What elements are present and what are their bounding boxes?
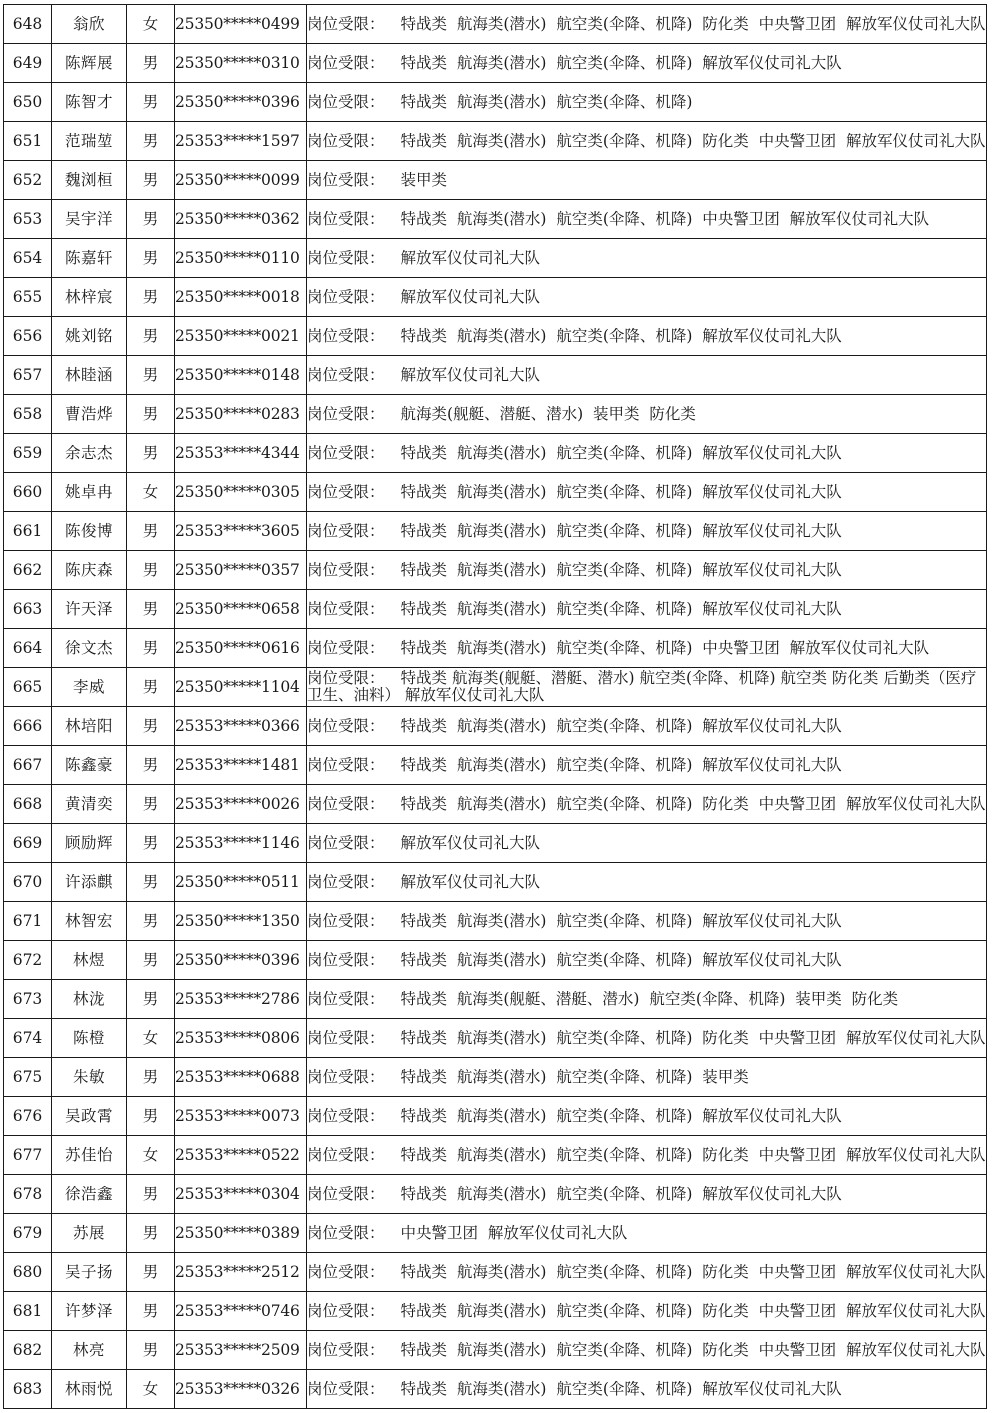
restriction-text: 特战类 航海类(潜水) 航空类(伞降、机降) 解放军仪仗司礼大队 — [400, 561, 842, 579]
restriction-note — [307, 200, 987, 239]
restriction-label: 岗位受限： — [307, 795, 385, 813]
restriction-label: 岗位受限： — [307, 639, 385, 657]
row-number: 665 — [4, 668, 52, 707]
gender: 男 — [127, 356, 175, 395]
table-row — [4, 824, 987, 863]
row-number: 650 — [4, 83, 52, 122]
person-name: 徐文杰 — [52, 629, 127, 668]
restriction-label: 岗位受限： — [307, 366, 385, 384]
table-row — [4, 395, 987, 434]
gender: 男 — [127, 83, 175, 122]
table-row — [4, 356, 987, 395]
gender: 男 — [127, 980, 175, 1019]
restriction-label: 岗位受限： — [307, 1302, 385, 1320]
gender: 女 — [127, 1019, 175, 1058]
gender: 男 — [127, 941, 175, 980]
restriction-note — [307, 395, 987, 434]
row-number: 674 — [4, 1019, 52, 1058]
person-name: 陈庆森 — [52, 551, 127, 590]
table-row — [4, 590, 987, 629]
restriction-label: 岗位受限： — [307, 1146, 385, 1164]
person-name: 林梓宸 — [52, 278, 127, 317]
gender: 男 — [127, 590, 175, 629]
restriction-note — [307, 1331, 987, 1370]
restriction-note — [307, 1019, 987, 1058]
person-name: 吴宇洋 — [52, 200, 127, 239]
table-row — [4, 278, 987, 317]
restriction-text: 特战类 航海类(潜水) 航空类(伞降、机降) 防化类 中央警卫团 解放军仪仗司礼大队 — [400, 1263, 986, 1281]
table-row — [4, 746, 987, 785]
person-name: 林亮 — [52, 1331, 127, 1370]
restriction-note — [307, 1292, 987, 1331]
gender: 男 — [127, 551, 175, 590]
restriction-label: 岗位受限： — [307, 834, 385, 852]
restriction-label: 岗位受限： — [307, 93, 385, 111]
id-number: 25353*****0366 — [175, 707, 307, 746]
row-number: 683 — [4, 1370, 52, 1409]
person-name: 许天泽 — [52, 590, 127, 629]
person-name: 陈智才 — [52, 83, 127, 122]
gender: 男 — [127, 1058, 175, 1097]
id-number: 25350*****0511 — [175, 863, 307, 902]
table-row — [4, 629, 987, 668]
table-row — [4, 902, 987, 941]
restriction-note — [307, 44, 987, 83]
table-row — [4, 434, 987, 473]
gender: 男 — [127, 746, 175, 785]
restriction-note — [307, 551, 987, 590]
person-name: 陈橙 — [52, 1019, 127, 1058]
table-row — [4, 122, 987, 161]
person-name: 林煜 — [52, 941, 127, 980]
restriction-label: 岗位受限： — [307, 1263, 385, 1281]
id-number: 25350*****0110 — [175, 239, 307, 278]
table-row — [4, 161, 987, 200]
id-number: 25350*****0362 — [175, 200, 307, 239]
id-number: 25350*****0018 — [175, 278, 307, 317]
restriction-label: 岗位受限： — [307, 171, 385, 189]
person-name: 余志杰 — [52, 434, 127, 473]
table-row — [4, 200, 987, 239]
gender: 男 — [127, 1175, 175, 1214]
table-row — [4, 1253, 987, 1292]
restriction-note — [307, 239, 987, 278]
restriction-note — [307, 1253, 987, 1292]
restriction-text: 特战类 航海类(潜水) 航空类(伞降、机降) 中央警卫团 解放军仪仗司礼大队 — [400, 210, 930, 228]
restriction-note — [307, 161, 987, 200]
row-number: 681 — [4, 1292, 52, 1331]
row-number: 657 — [4, 356, 52, 395]
restriction-label: 岗位受限： — [307, 912, 385, 930]
person-name: 朱敏 — [52, 1058, 127, 1097]
table-row — [4, 5, 987, 44]
id-number: 25353*****2786 — [175, 980, 307, 1019]
id-number: 25353*****3605 — [175, 512, 307, 551]
table-row — [4, 317, 987, 356]
table-row — [4, 707, 987, 746]
row-number: 652 — [4, 161, 52, 200]
restriction-text: 解放军仪仗司礼大队 — [400, 249, 541, 267]
restriction-text: 特战类 航海类(潜水) 航空类(伞降、机降) 解放军仪仗司礼大队 — [400, 756, 842, 774]
table-row — [4, 668, 987, 707]
gender: 男 — [127, 707, 175, 746]
row-number: 648 — [4, 5, 52, 44]
person-name: 苏展 — [52, 1214, 127, 1253]
id-number: 25350*****0499 — [175, 5, 307, 44]
restriction-note — [307, 434, 987, 473]
person-name: 许梦泽 — [52, 1292, 127, 1331]
restriction-text: 特战类 航海类(潜水) 航空类(伞降、机降) — [400, 93, 693, 111]
restriction-label: 岗位受限： — [307, 444, 385, 462]
gender: 男 — [127, 434, 175, 473]
person-name: 陈俊博 — [52, 512, 127, 551]
row-number: 663 — [4, 590, 52, 629]
id-number: 25350*****0305 — [175, 473, 307, 512]
row-number: 675 — [4, 1058, 52, 1097]
restriction-note — [307, 746, 987, 785]
person-name: 曹浩烨 — [52, 395, 127, 434]
id-number: 25353*****4344 — [175, 434, 307, 473]
restriction-note — [307, 1058, 987, 1097]
gender: 男 — [127, 317, 175, 356]
restriction-label: 岗位受限： — [307, 1224, 385, 1242]
restriction-note — [307, 668, 987, 707]
gender: 女 — [127, 5, 175, 44]
restriction-note — [307, 980, 987, 1019]
restriction-label: 岗位受限： — [307, 522, 385, 540]
gender: 男 — [127, 824, 175, 863]
restriction-text: 特战类 航海类(潜水) 航空类(伞降、机降) 解放军仪仗司礼大队 — [400, 1185, 842, 1203]
id-number: 25353*****0806 — [175, 1019, 307, 1058]
roster-table — [3, 4, 987, 1409]
row-number: 659 — [4, 434, 52, 473]
restriction-note — [307, 122, 987, 161]
table-row — [4, 1175, 987, 1214]
restriction-text: 特战类 航海类(潜水) 航空类(伞降、机降) 防化类 中央警卫团 解放军仪仗司礼大队 — [400, 795, 986, 813]
restriction-text: 航海类(舰艇、潜艇、潜水) 装甲类 防化类 — [400, 405, 696, 423]
row-number: 667 — [4, 746, 52, 785]
row-number: 658 — [4, 395, 52, 434]
gender: 女 — [127, 1370, 175, 1409]
gender: 男 — [127, 668, 175, 707]
restriction-note — [307, 590, 987, 629]
id-number: 25350*****0658 — [175, 590, 307, 629]
id-number: 25353*****0688 — [175, 1058, 307, 1097]
id-number: 25353*****1597 — [175, 122, 307, 161]
restriction-note — [307, 1136, 987, 1175]
restriction-label: 岗位受限： — [307, 54, 385, 72]
row-number: 677 — [4, 1136, 52, 1175]
table-row — [4, 44, 987, 83]
table-row — [4, 512, 987, 551]
restriction-label: 岗位受限： — [307, 1380, 385, 1398]
restriction-label: 岗位受限： — [307, 717, 385, 735]
id-number: 25353*****0026 — [175, 785, 307, 824]
id-number: 25350*****0310 — [175, 44, 307, 83]
restriction-note — [307, 1097, 987, 1136]
person-name: 吴子扬 — [52, 1253, 127, 1292]
id-number: 25350*****0389 — [175, 1214, 307, 1253]
restriction-text: 特战类 航海类(潜水) 航空类(伞降、机降) 防化类 中央警卫团 解放军仪仗司礼大队 — [400, 1302, 986, 1320]
person-name: 姚卓冉 — [52, 473, 127, 512]
restriction-note — [307, 5, 987, 44]
gender: 男 — [127, 1331, 175, 1370]
restriction-text: 特战类 航海类(潜水) 航空类(伞降、机降) 解放军仪仗司礼大队 — [400, 912, 842, 930]
restriction-label: 岗位受限： — [307, 15, 385, 33]
table-row — [4, 473, 987, 512]
row-number: 666 — [4, 707, 52, 746]
roster-body — [4, 5, 987, 1409]
restriction-text: 特战类 航海类(潜水) 航空类(伞降、机降) 防化类 中央警卫团 解放军仪仗司礼大队 — [400, 1029, 986, 1047]
person-name: 吴政霄 — [52, 1097, 127, 1136]
restriction-text: 特战类 航海类(潜水) 航空类(伞降、机降) 解放军仪仗司礼大队 — [400, 444, 842, 462]
restriction-note — [307, 941, 987, 980]
restriction-label: 岗位受限： — [307, 600, 385, 618]
restriction-text: 特战类 航海类(舰艇、潜艇、潜水) 航空类(伞降、机降) 航空类 防化类 后勤类（医疗卫生、油料） 解放军仪仗司礼大队 — [307, 669, 977, 704]
table-row — [4, 1097, 987, 1136]
row-number: 668 — [4, 785, 52, 824]
restriction-note — [307, 473, 987, 512]
table-row — [4, 1058, 987, 1097]
table-row — [4, 83, 987, 122]
gender: 男 — [127, 785, 175, 824]
table-row — [4, 1370, 987, 1409]
restriction-text: 特战类 航海类(潜水) 航空类(伞降、机降) 解放军仪仗司礼大队 — [400, 522, 842, 540]
person-name: 林睦涵 — [52, 356, 127, 395]
row-number: 653 — [4, 200, 52, 239]
gender: 男 — [127, 200, 175, 239]
restriction-text: 特战类 航海类(潜水) 航空类(伞降、机降) 装甲类 — [400, 1068, 749, 1086]
restriction-label: 岗位受限： — [307, 327, 385, 345]
table-row — [4, 1136, 987, 1175]
restriction-text: 特战类 航海类(潜水) 航空类(伞降、机降) 解放军仪仗司礼大队 — [400, 327, 842, 345]
id-number: 25350*****1350 — [175, 902, 307, 941]
table-row — [4, 1214, 987, 1253]
table-row — [4, 551, 987, 590]
table-row — [4, 785, 987, 824]
person-name: 林雨悦 — [52, 1370, 127, 1409]
restriction-label: 岗位受限： — [307, 405, 385, 423]
person-name: 范瑞堃 — [52, 122, 127, 161]
gender: 男 — [127, 122, 175, 161]
row-number: 678 — [4, 1175, 52, 1214]
gender: 女 — [127, 473, 175, 512]
gender: 男 — [127, 902, 175, 941]
restriction-text: 特战类 航海类(潜水) 航空类(伞降、机降) 解放军仪仗司礼大队 — [400, 600, 842, 618]
restriction-label: 岗位受限： — [307, 249, 385, 267]
restriction-text: 中央警卫团 解放军仪仗司礼大队 — [400, 1224, 628, 1242]
restriction-label: 岗位受限： — [307, 1107, 385, 1125]
restriction-note — [307, 629, 987, 668]
row-number: 654 — [4, 239, 52, 278]
id-number: 25350*****0357 — [175, 551, 307, 590]
row-number: 676 — [4, 1097, 52, 1136]
restriction-note — [307, 863, 987, 902]
restriction-text: 特战类 航海类(潜水) 航空类(伞降、机降) 解放军仪仗司礼大队 — [400, 54, 842, 72]
person-name: 陈鑫豪 — [52, 746, 127, 785]
gender: 男 — [127, 44, 175, 83]
id-number: 25353*****2509 — [175, 1331, 307, 1370]
restriction-text: 解放军仪仗司礼大队 — [400, 366, 541, 384]
restriction-text: 特战类 航海类(潜水) 航空类(伞降、机降) 解放军仪仗司礼大队 — [400, 1380, 842, 1398]
person-name: 黄清奕 — [52, 785, 127, 824]
restriction-text: 特战类 航海类(潜水) 航空类(伞降、机降) 防化类 中央警卫团 解放军仪仗司礼大队 — [400, 1146, 986, 1164]
row-number: 656 — [4, 317, 52, 356]
gender: 男 — [127, 395, 175, 434]
restriction-note — [307, 512, 987, 551]
row-number: 673 — [4, 980, 52, 1019]
row-number: 660 — [4, 473, 52, 512]
restriction-text: 特战类 航海类(潜水) 航空类(伞降、机降) 防化类 中央警卫团 解放军仪仗司礼大队 — [400, 1341, 986, 1359]
id-number: 25353*****0304 — [175, 1175, 307, 1214]
restriction-label: 岗位受限： — [307, 483, 385, 501]
gender: 男 — [127, 239, 175, 278]
gender: 男 — [127, 1097, 175, 1136]
row-number: 670 — [4, 863, 52, 902]
id-number: 25350*****0021 — [175, 317, 307, 356]
restriction-label: 岗位受限： — [307, 132, 385, 150]
person-name: 翁欣 — [52, 5, 127, 44]
row-number: 655 — [4, 278, 52, 317]
person-name: 林泷 — [52, 980, 127, 1019]
row-number: 669 — [4, 824, 52, 863]
restriction-text: 解放军仪仗司礼大队 — [400, 873, 541, 891]
row-number: 662 — [4, 551, 52, 590]
id-number: 25350*****0396 — [175, 83, 307, 122]
id-number: 25353*****1146 — [175, 824, 307, 863]
gender: 男 — [127, 863, 175, 902]
restriction-text: 特战类 航海类(舰艇、潜艇、潜水) 航空类(伞降、机降) 装甲类 防化类 — [400, 990, 899, 1008]
id-number: 25353*****0326 — [175, 1370, 307, 1409]
person-name: 林智宏 — [52, 902, 127, 941]
table-row — [4, 941, 987, 980]
id-number: 25350*****0148 — [175, 356, 307, 395]
restriction-label: 岗位受限： — [307, 990, 385, 1008]
row-number: 664 — [4, 629, 52, 668]
restriction-label: 岗位受限： — [307, 1341, 385, 1359]
table-row — [4, 1292, 987, 1331]
restriction-note — [307, 278, 987, 317]
gender: 男 — [127, 1292, 175, 1331]
id-number: 25353*****1481 — [175, 746, 307, 785]
gender: 男 — [127, 512, 175, 551]
restriction-note — [307, 902, 987, 941]
person-name: 徐浩鑫 — [52, 1175, 127, 1214]
restriction-text: 特战类 航海类(潜水) 航空类(伞降、机降) 解放军仪仗司礼大队 — [400, 717, 842, 735]
table-row — [4, 863, 987, 902]
person-name: 姚刘铭 — [52, 317, 127, 356]
restriction-note — [307, 83, 987, 122]
id-number: 25353*****0746 — [175, 1292, 307, 1331]
table-row — [4, 239, 987, 278]
restriction-note — [307, 1370, 987, 1409]
restriction-text: 解放军仪仗司礼大队 — [400, 288, 541, 306]
row-number: 651 — [4, 122, 52, 161]
person-name: 顾励辉 — [52, 824, 127, 863]
restriction-text: 特战类 航海类(潜水) 航空类(伞降、机降) 解放军仪仗司礼大队 — [400, 1107, 842, 1125]
restriction-note — [307, 317, 987, 356]
row-number: 682 — [4, 1331, 52, 1370]
id-number: 25350*****0396 — [175, 941, 307, 980]
person-name: 陈嘉轩 — [52, 239, 127, 278]
restriction-label: 岗位受限： — [307, 1068, 385, 1086]
table-row — [4, 1019, 987, 1058]
restriction-note — [307, 1175, 987, 1214]
restriction-label: 岗位受限： — [307, 756, 385, 774]
restriction-label: 岗位受限： — [307, 288, 385, 306]
restriction-label: 岗位受限： — [307, 669, 385, 687]
restriction-text: 特战类 航海类(潜水) 航空类(伞降、机降) 中央警卫团 解放军仪仗司礼大队 — [400, 639, 930, 657]
row-number: 671 — [4, 902, 52, 941]
person-name: 林培阳 — [52, 707, 127, 746]
restriction-text: 特战类 航海类(潜水) 航空类(伞降、机降) 解放军仪仗司礼大队 — [400, 951, 842, 969]
restriction-label: 岗位受限： — [307, 873, 385, 891]
id-number: 25353*****0073 — [175, 1097, 307, 1136]
restriction-label: 岗位受限： — [307, 561, 385, 579]
row-number: 661 — [4, 512, 52, 551]
gender: 男 — [127, 161, 175, 200]
row-number: 679 — [4, 1214, 52, 1253]
table-row — [4, 980, 987, 1019]
person-name: 魏浏桓 — [52, 161, 127, 200]
gender: 女 — [127, 1136, 175, 1175]
row-number: 672 — [4, 941, 52, 980]
restriction-label: 岗位受限： — [307, 951, 385, 969]
id-number: 25353*****2512 — [175, 1253, 307, 1292]
person-name: 陈辉展 — [52, 44, 127, 83]
gender: 男 — [127, 1253, 175, 1292]
restriction-text: 特战类 航海类(潜水) 航空类(伞降、机降) 解放军仪仗司礼大队 — [400, 483, 842, 501]
table-row — [4, 1331, 987, 1370]
restriction-text: 解放军仪仗司礼大队 — [400, 834, 541, 852]
person-name: 苏佳怡 — [52, 1136, 127, 1175]
person-name: 李威 — [52, 668, 127, 707]
restriction-note — [307, 824, 987, 863]
restriction-note — [307, 1214, 987, 1253]
id-number: 25350*****0616 — [175, 629, 307, 668]
id-number: 25350*****0283 — [175, 395, 307, 434]
restriction-text: 特战类 航海类(潜水) 航空类(伞降、机降) 防化类 中央警卫团 解放军仪仗司礼大队 — [400, 15, 986, 33]
gender: 男 — [127, 1214, 175, 1253]
restriction-note — [307, 356, 987, 395]
gender: 男 — [127, 278, 175, 317]
restriction-text: 特战类 航海类(潜水) 航空类(伞降、机降) 防化类 中央警卫团 解放军仪仗司礼大队 — [400, 132, 986, 150]
id-number: 25350*****1104 — [175, 668, 307, 707]
row-number: 680 — [4, 1253, 52, 1292]
restriction-note — [307, 707, 987, 746]
row-number: 649 — [4, 44, 52, 83]
person-name: 许添麒 — [52, 863, 127, 902]
restriction-text: 装甲类 — [400, 171, 448, 189]
id-number: 25350*****0099 — [175, 161, 307, 200]
restriction-note — [307, 785, 987, 824]
id-number: 25353*****0522 — [175, 1136, 307, 1175]
restriction-label: 岗位受限： — [307, 210, 385, 228]
gender: 男 — [127, 629, 175, 668]
restriction-label: 岗位受限： — [307, 1185, 385, 1203]
restriction-label: 岗位受限： — [307, 1029, 385, 1047]
